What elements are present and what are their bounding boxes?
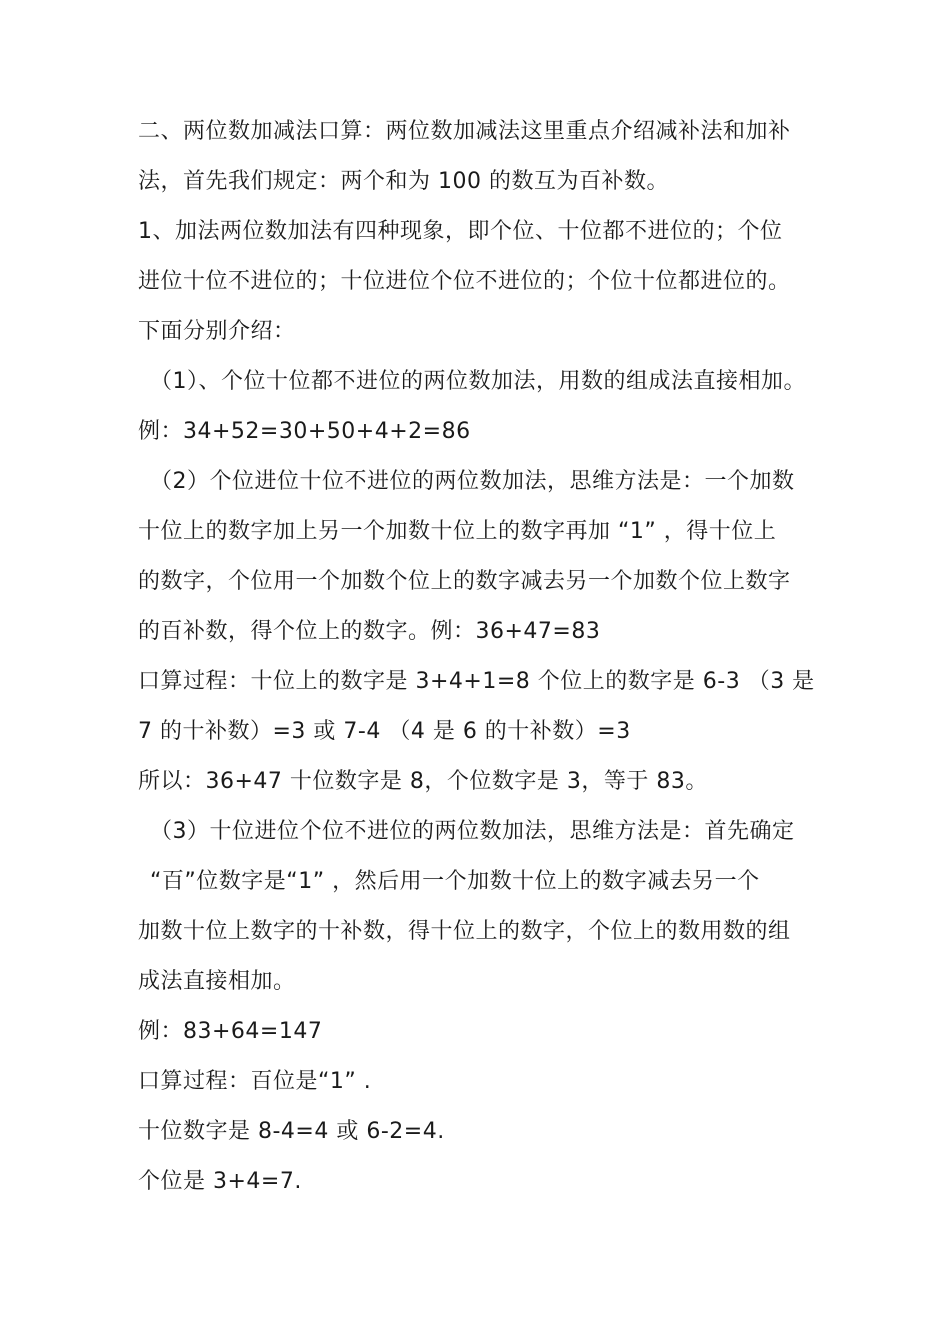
paragraph-line: （2）个位进位十位不进位的两位数加法，思维方法是：一个加数 (150, 469, 795, 494)
paragraph-line: 的数字，个位用一个加数个位上的数字减去另一个加数个位上数字 (138, 569, 791, 594)
paragraph-line: 下面分别介绍： (138, 319, 296, 344)
paragraph-line: 的百补数，得个位上的数字。例：36+47=83 (138, 619, 601, 644)
paragraph-line: 所以：36+47 十位数字是 8，个位数字是 3，等于 83。 (138, 769, 708, 794)
paragraph-line: 二、两位数加减法口算：两位数加减法这里重点介绍减补法和加补 (138, 119, 791, 144)
paragraph-line: （3）十位进位个位不进位的两位数加法，思维方法是：首先确定 (150, 819, 795, 844)
paragraph-line: 成法直接相加。 (138, 969, 296, 994)
paragraph-line: 十位上的数字加上另一个加数十位上的数字再加 “1” ，得十位上 (138, 519, 777, 544)
paragraph-line: 加数十位上数字的十补数，得十位上的数字，个位上的数用数的组 (138, 919, 791, 944)
paragraph-line: （1）、个位十位都不进位的两位数加法，用数的组成法直接相加。 (150, 369, 806, 394)
paragraph-line: 法，首先我们规定：两个和为 100 的数互为百补数。 (138, 169, 669, 194)
paragraph-line: 口算过程：百位是“1” . (138, 1069, 372, 1094)
paragraph-line: 进位十位不进位的；十位进位个位不进位的；个位十位都进位的。 (138, 269, 791, 294)
paragraph-line: 例：34+52=30+50+4+2=86 (138, 419, 471, 444)
paragraph-line: 十位数字是 8-4=4 或 6-2=4. (138, 1119, 445, 1144)
paragraph-line: 例：83+64=147 (138, 1019, 323, 1044)
paragraph-line: 口算过程：十位上的数字是 3+4+1=8 个位上的数字是 6-3 （3 是 (138, 669, 815, 694)
paragraph-line: 个位是 3+4=7. (138, 1169, 302, 1194)
paragraph-line: 7 的十补数）=3 或 7-4 （4 是 6 的十补数）=3 (138, 719, 631, 744)
paragraph-line: 1、加法两位数加法有四种现象，即个位、十位都不进位的；个位 (138, 219, 783, 244)
paragraph-line: “百”位数字是“1” ，然后用一个加数十位上的数字减去另一个 (150, 869, 760, 894)
